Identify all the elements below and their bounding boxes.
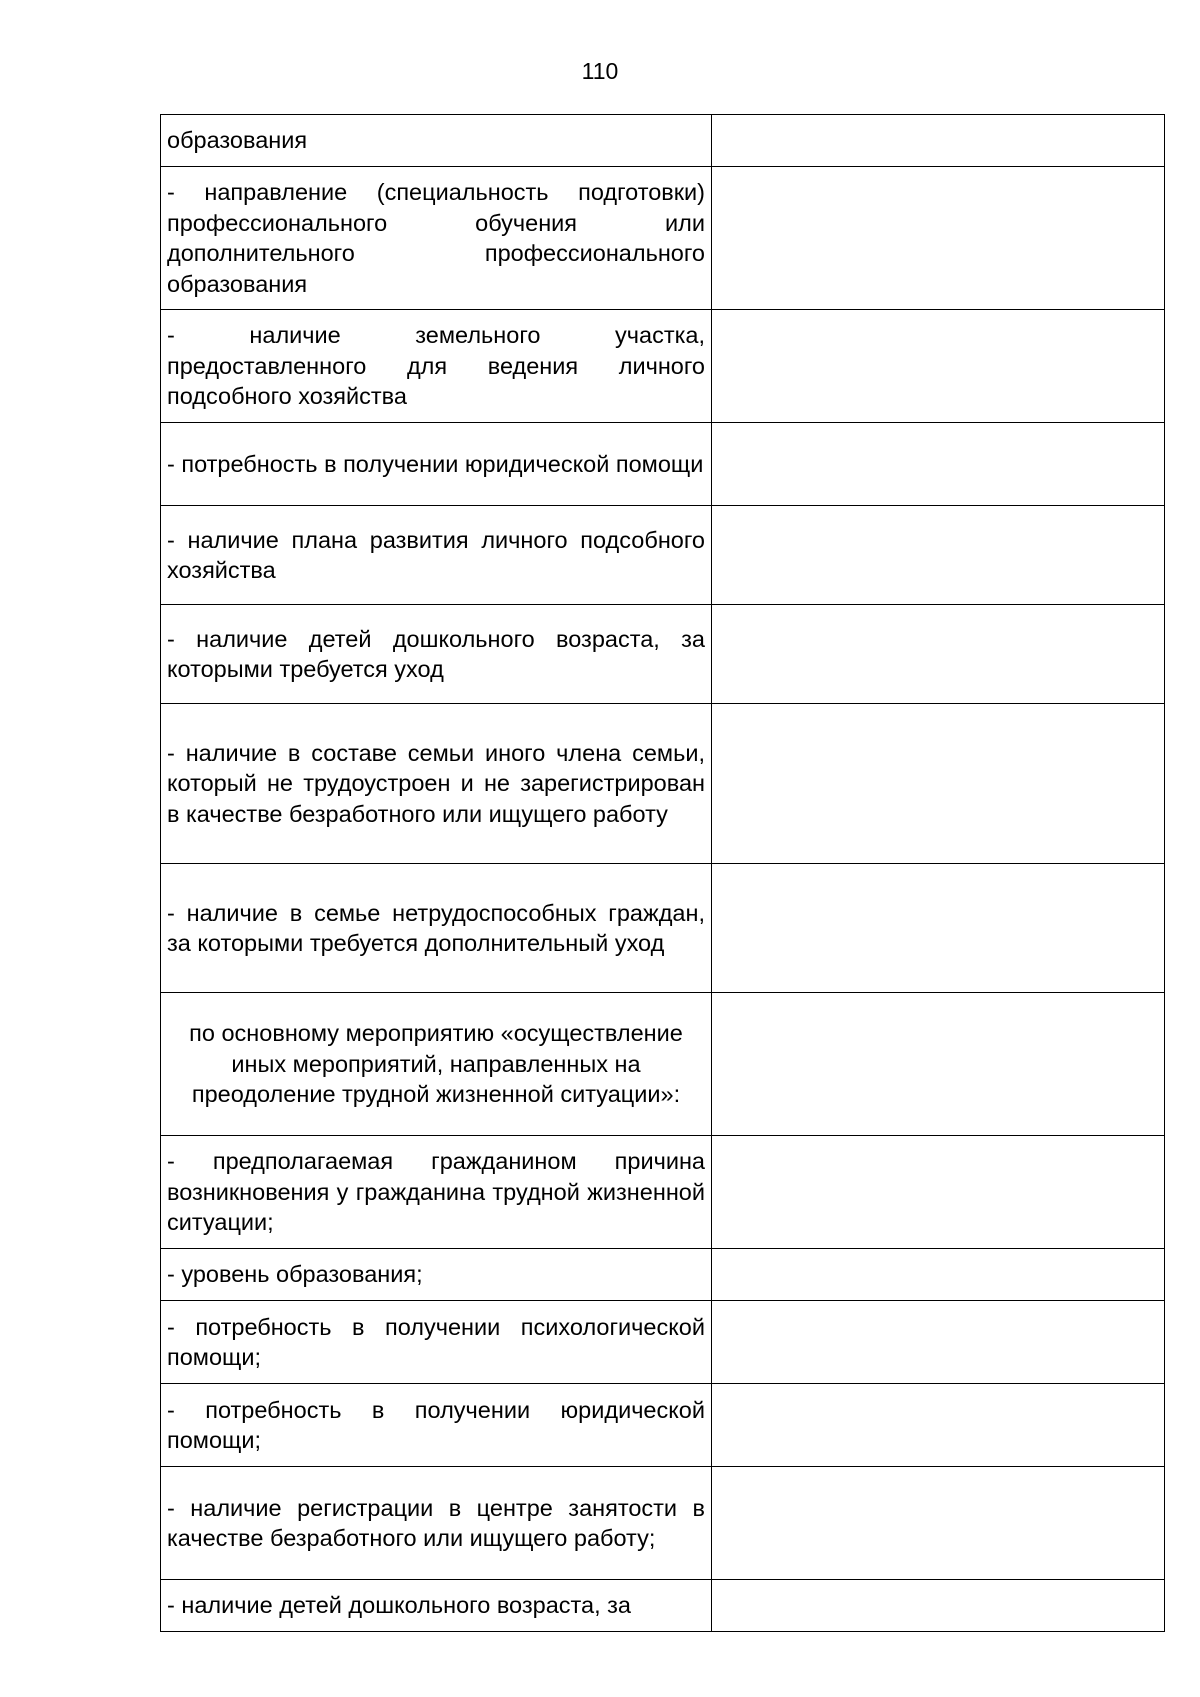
table-cell-criterion: - наличие в составе семьи иного члена семьи, который не трудоустроен и не зарегистрирован в качестве безработного или ищущего работу <box>161 704 712 864</box>
table-cell-value <box>712 423 1165 506</box>
table-row <box>161 506 1165 605</box>
table-cell-criterion: - наличие детей дошкольного возраста, за <box>161 1580 712 1632</box>
table-row <box>161 993 1165 1136</box>
table-row <box>161 704 1165 864</box>
table-cell-criterion: - наличие детей дошкольного возраста, за которыми требуется уход <box>161 605 712 704</box>
table-cell-value <box>712 864 1165 993</box>
table-row <box>161 310 1165 423</box>
table-cell-value <box>712 993 1165 1136</box>
table-cell-value <box>712 1580 1165 1632</box>
table-cell-criterion: - наличие земельного участка, предоставленного для ведения личного подсобного хозяйства <box>161 310 712 423</box>
table-row <box>161 115 1165 167</box>
table-cell-criterion: - предполагаемая гражданином причина возникновения у гражданина трудной жизненной ситуации; <box>161 1136 712 1249</box>
table-cell-section-heading: по основному мероприятию «осуществление иных мероприятий, направленных на преодоление трудной жизненной ситуации»: <box>161 993 712 1136</box>
table-cell-criterion: образования <box>161 115 712 167</box>
table-row <box>161 605 1165 704</box>
table-cell-criterion: - уровень образования; <box>161 1249 712 1301</box>
table-cell-value <box>712 167 1165 310</box>
table-row <box>161 423 1165 506</box>
table-row <box>161 864 1165 993</box>
table-cell-value <box>712 1136 1165 1249</box>
table-cell-value <box>712 1467 1165 1580</box>
table-cell-value <box>712 704 1165 864</box>
table-cell-criterion: - наличие плана развития личного подсобного хозяйства <box>161 506 712 605</box>
table-cell-criterion: - потребность в получении психологической помощи; <box>161 1301 712 1384</box>
table-row <box>161 1384 1165 1467</box>
table-cell-value <box>712 1301 1165 1384</box>
table-cell-criterion: - наличие регистрации в центре занятости в качестве безработного или ищущего работу; <box>161 1467 712 1580</box>
table-cell-value <box>712 605 1165 704</box>
table-cell-criterion: - потребность в получении юридической помощи <box>161 423 712 506</box>
page-number: 110 <box>581 58 619 84</box>
table-cell-value <box>712 1384 1165 1467</box>
table-cell-value <box>712 310 1165 423</box>
table-row <box>161 1467 1165 1580</box>
table-row <box>161 1580 1165 1632</box>
table-cell-value <box>712 506 1165 605</box>
table-row <box>161 1301 1165 1384</box>
table-row <box>161 167 1165 310</box>
table-cell-value <box>712 115 1165 167</box>
table-row <box>161 1249 1165 1301</box>
table-cell-criterion: - направление (специальность подготовки) профессионального обучения или дополнительного профессионального образования <box>161 167 712 310</box>
table-cell-criterion: - наличие в семье нетрудоспособных граждан, за которыми требуется дополнительный уход <box>161 864 712 993</box>
table-row <box>161 1136 1165 1249</box>
table-cell-criterion: - потребность в получении юридической помощи; <box>161 1384 712 1467</box>
document-table <box>160 114 1165 1632</box>
table-cell-value <box>712 1249 1165 1301</box>
